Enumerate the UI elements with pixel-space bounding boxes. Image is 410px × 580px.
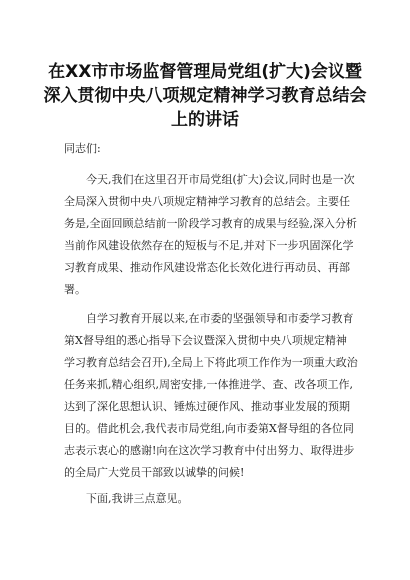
paragraph-line: 志表示衷心的感谢!向在这次学习教育中付出努力、取得进步 [64,444,355,457]
title-line: 在XX市市场监督管理局党组(扩大)会议暨 [48,62,362,82]
paragraph-line: 下面,我讲三点意见。 [86,492,189,505]
paragraph-line: 自学习教育开展以来,在市委的坚强领导和市委学习教育 [86,312,354,325]
paragraph-line: 达到了深化思想认识、锤炼过硬作风、推动事业发展的预期 [64,400,350,413]
paragraph-line: 署。 [64,283,86,296]
body-paragraph-intro [64,169,357,301]
paragraph-line: 务是,全面回顾总结前一阶段学习教育的成果与经验,深入分析 [64,217,357,230]
paragraph-line: 今天,我们在这里召开市局党组(扩大)会议,同时也是一次 [86,173,355,186]
paragraph-line: 全局深入贯彻中央八项规定精神学习教育的总结会。主要任 [64,195,350,208]
paragraph-line: 学习教育总结会召开),全局上下将此项工作作为一项重大政治 [64,356,358,369]
paragraph-line: 任务来抓,精心组织,周密安排,一体推进学、查、改各项工作, [64,378,353,391]
paragraph-line: 第X督导组的悉心指导下会议暨深入贯彻中央八项规定精神 [64,334,347,347]
salutation: 同志们: [64,142,101,155]
paragraph-line: 当前作风建设依然存在的短板与不足,并对下一步巩固深化学 [64,239,354,252]
title-line: 上的讲话 [171,110,239,130]
paragraph-line: 目的。借此机会,我代表市局党组,向市委第X督导组的各位同 [64,422,354,435]
paragraph-line: 习教育成果、推动作风建设常态化长效化进行再动员、再部 [64,261,350,274]
paragraph-line: 的全局广大党员干部致以诚挚的问候! [64,466,245,479]
body-paragraph-outline [64,488,354,510]
body-paragraph-review [64,308,358,484]
document-title [40,60,370,132]
title-line: 深入贯彻中央八项规定精神学习教育总结会 [43,86,367,106]
